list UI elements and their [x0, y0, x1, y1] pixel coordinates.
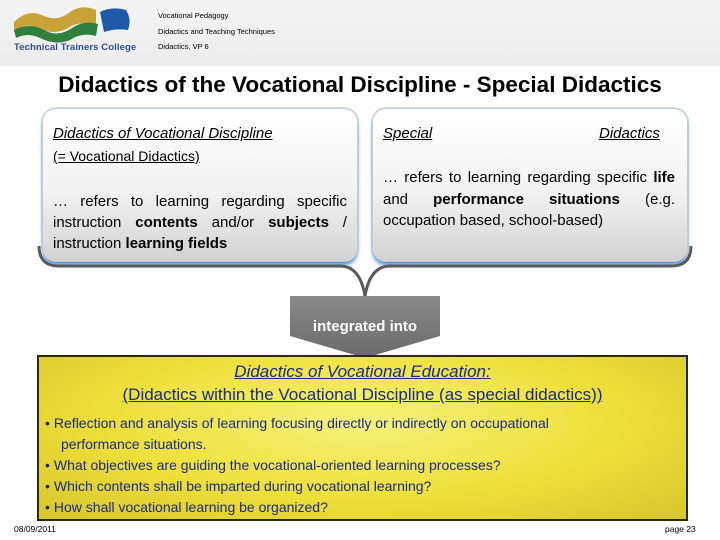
left-box-title: Didactics of Vocational Discipline: [53, 125, 273, 142]
college-logo: [8, 2, 138, 62]
integrated-into-label: integrated into: [312, 318, 418, 335]
header-course: Vocational Pedagogy: [158, 11, 229, 20]
vocational-education-subtitle: (Didactics within the Vocational Discipline (as special didactics)): [122, 385, 603, 404]
slide-title: Didactics of the Vocational Discipline - Special Didactics: [58, 72, 662, 97]
vocational-education-bullets: [45, 413, 679, 518]
list-item: • How shall vocational learning be organized?: [45, 499, 328, 515]
header-unit: Didactics, VP 6: [158, 42, 209, 51]
list-item: • Reflection and analysis of learning focusing directly or indirectly on occupational: [45, 415, 549, 431]
list-item: • What objectives are guiding the vocational-oriented learning processes?: [45, 457, 501, 473]
right-box-title-special: Special: [383, 125, 433, 142]
page-number: page 23: [665, 524, 696, 534]
vocational-discipline-box: [42, 108, 358, 262]
list-item: • Which contents shall be imparted during vocational learning?: [45, 478, 432, 494]
vocational-education-title: Didactics of Vocational Education:: [234, 362, 491, 381]
list-item: performance situations.: [61, 436, 207, 452]
left-box-body: … refers to learning regarding specific instruction contents and/or subjects / instruction learning fields: [53, 193, 347, 252]
logo-text: Technical Trainers College: [14, 42, 137, 53]
left-box-subtitle: (= Vocational Didactics): [53, 148, 200, 164]
right-box-body: … refers to learning regarding specific life and performance situations (e.g. occupation based, school-based): [383, 169, 675, 229]
special-didactics-box: [372, 108, 688, 262]
right-box-title-didactics: Didactics: [599, 125, 660, 142]
footer-date: 08/09/2011: [14, 524, 56, 534]
vocational-education-box: [37, 355, 688, 521]
header-module: Didactics and Teaching Techniques: [158, 27, 275, 36]
